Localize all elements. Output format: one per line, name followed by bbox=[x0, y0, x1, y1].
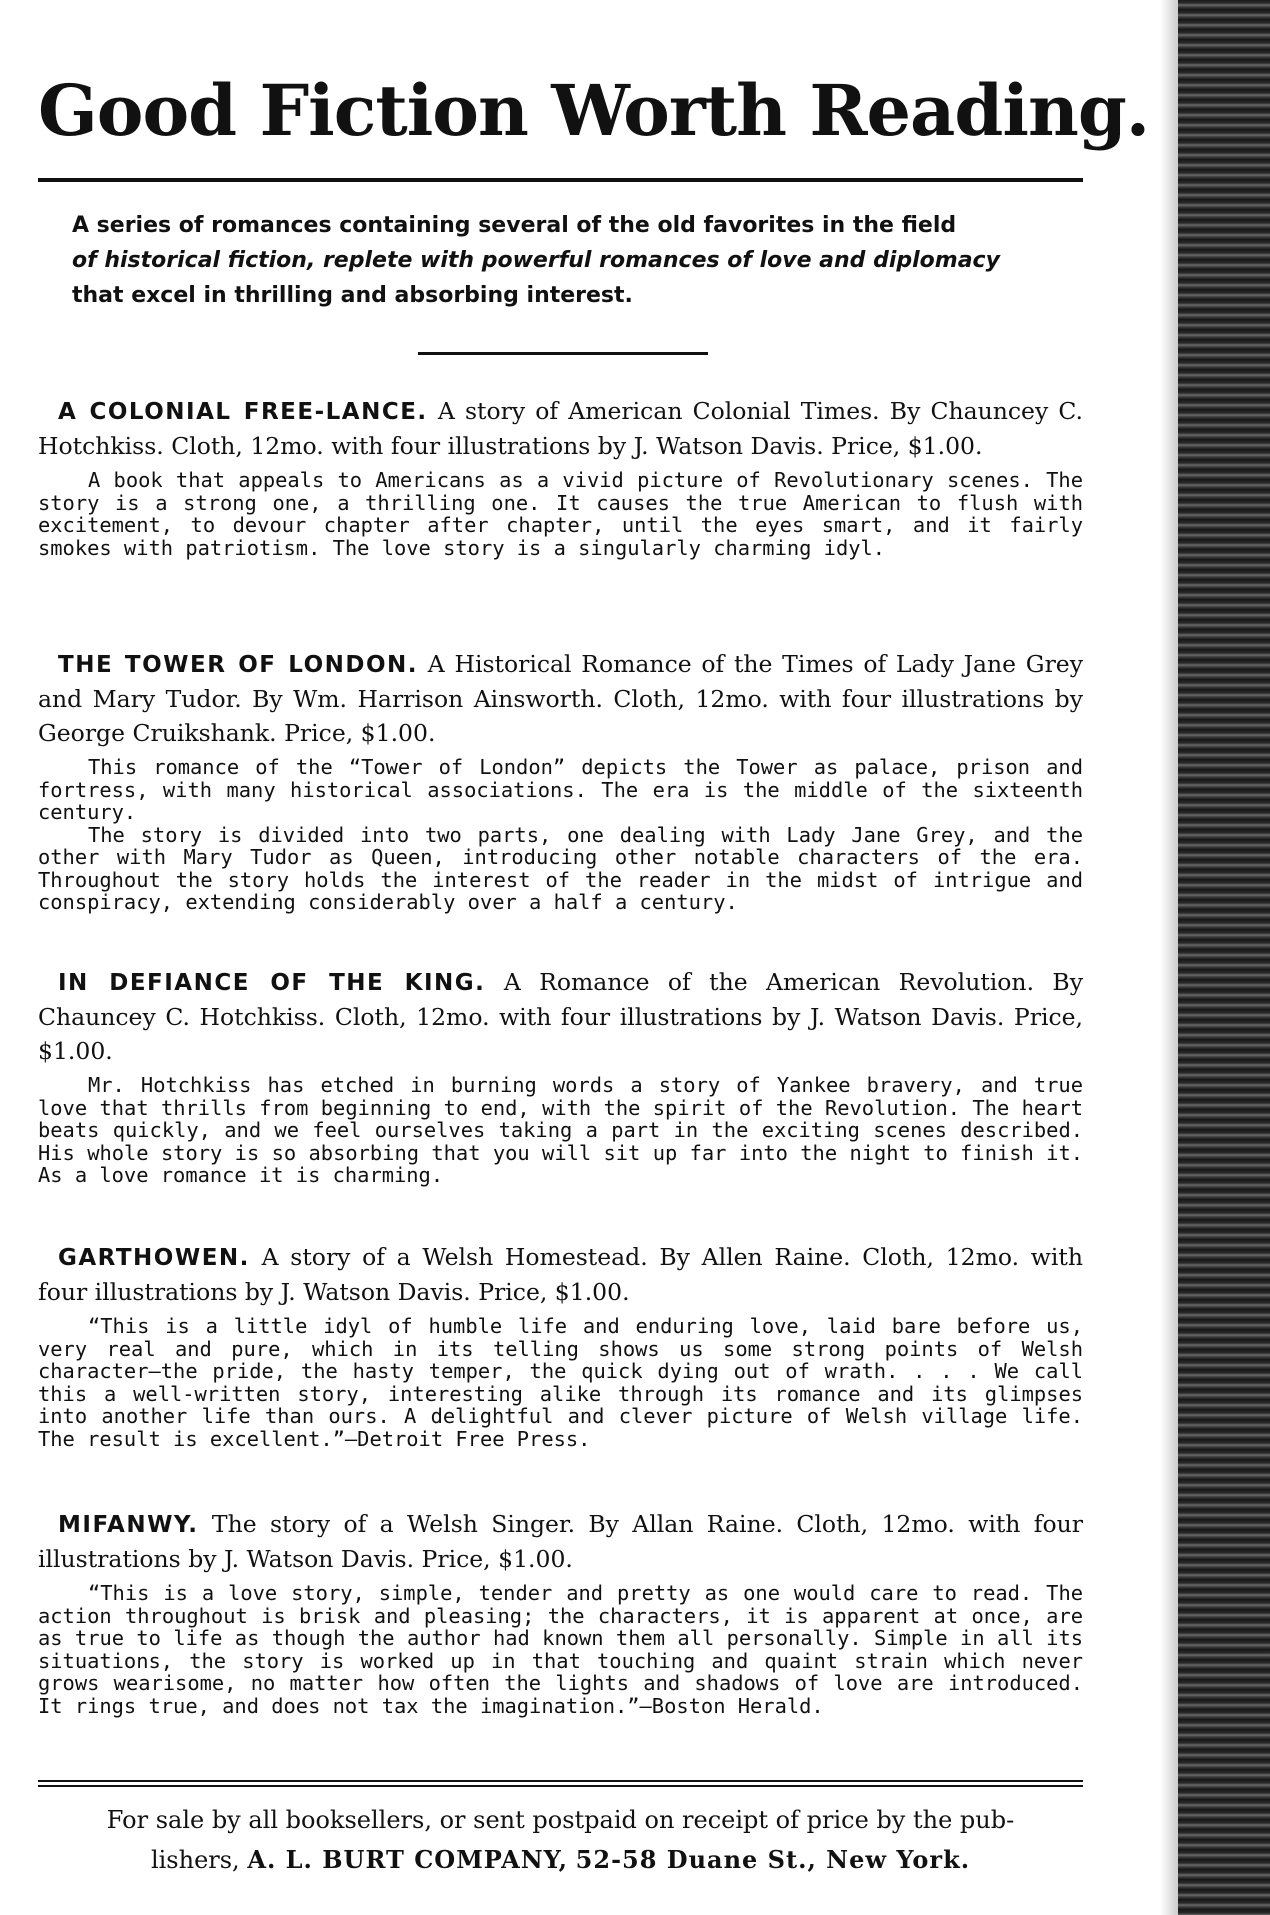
book-title: GARTHOWEN. bbox=[58, 1245, 250, 1271]
title-rule bbox=[38, 178, 1083, 182]
publisher-address: 52-58 Duane St., New York. bbox=[575, 1845, 971, 1874]
intro-paragraph bbox=[72, 208, 1072, 313]
book-details: The story of a Welsh Singer. By Allan Raine. Cloth, 12mo. with four illustrations by J. Watson Davis. Price, $1.00. bbox=[38, 1510, 1083, 1573]
book-title: IN DEFIANCE OF THE KING. bbox=[58, 970, 486, 996]
book-details: A story of American Colonial Times. By Chauncey C. Hotchkiss. Cloth, 12mo. with four illustrations by J. Watson Davis. Price, $1.00. bbox=[38, 397, 1083, 460]
book-heading bbox=[38, 1507, 1083, 1576]
footer-line bbox=[38, 1840, 1083, 1880]
book-entry bbox=[38, 647, 1083, 914]
book-description bbox=[38, 469, 1083, 559]
publisher-name: A. L. BURT COMPANY, bbox=[247, 1845, 569, 1874]
intro-line: A series of romances containing several of the old favorites in the field bbox=[72, 213, 957, 238]
footer-notice bbox=[38, 1800, 1083, 1880]
description-paragraph: Mr. Hotchkiss has etched in burning words a story of Yankee bravery, and true love that thrills from beginning to end, with the spirit of the Revolution. The heart beats quickly, and we feel ourselves taking a part in the exciting scenes described. His whole story is so absorbing that you will sit up far into the night to finish it. As a love romance it is charming. bbox=[38, 1073, 1083, 1187]
book-heading bbox=[38, 1240, 1083, 1309]
intro-line: of historical fiction, replete with powerful romances of love and diplomacy bbox=[72, 248, 1000, 273]
section-divider bbox=[418, 352, 708, 355]
footer-rule bbox=[38, 1780, 1083, 1782]
description-paragraph: “This is a little idyl of humble life and enduring love, laid bare before us, very real and pure, which in its telling shows us some strong points of Welsh character—the pride, the hasty temper, the quick dying out of wrath. . . . We call this a well-written story, interesting alike through its romance and its glimpses into another life than ours. A delightful and clever picture of Welsh village life. The result is excellent.”—Detroit Free Press. bbox=[38, 1314, 1083, 1451]
book-title: MIFANWY. bbox=[58, 1512, 199, 1538]
intro-line: that excel in thrilling and absorbing interest. bbox=[72, 283, 633, 308]
book-entry bbox=[38, 965, 1083, 1187]
page-title: Good Fiction Worth Reading. bbox=[38, 69, 1150, 152]
book-description bbox=[38, 1074, 1083, 1187]
book-details: A Historical Romance of the Times of Lady Jane Grey and Mary Tudor. By Wm. Harrison Ainsworth. Cloth, 12mo. with four illustrations by George Cruikshank. Price, $1.00. bbox=[38, 650, 1083, 747]
book-title: THE TOWER OF LONDON. bbox=[58, 652, 419, 678]
book-heading bbox=[38, 394, 1083, 463]
book-title: A COLONIAL FREE-LANCE. bbox=[58, 399, 428, 425]
book-details: A Romance of the American Revolution. By Chauncey C. Hotchkiss. Cloth, 12mo. with four illustrations by J. Watson Davis. Price, $1.00. bbox=[38, 968, 1083, 1065]
book-entry bbox=[38, 394, 1083, 559]
book-entry bbox=[38, 1507, 1083, 1717]
description-paragraph: A book that appeals to Americans as a vivid picture of Revolutionary scenes. The story is a strong one, a thrilling one. It causes the true American to flush with excitement, to devour chapter after chapter, until the eyes smart, and it fairly smokes with patriotism. The love story is a singularly charming idyl. bbox=[38, 468, 1083, 560]
scanned-page-edge bbox=[1178, 0, 1270, 1915]
footer-lishers: lishers, bbox=[150, 1846, 240, 1874]
description-paragraph: “This is a love story, simple, tender and pretty as one would care to read. The action throughout is brisk and pleasing; the characters, it is apparent at once, are as true to life as though the author had known them all personally. Simple in all its situations, the story is worked up in that touching and quaint strain which never grows wearisome, no matter how often the lights and shadows of love are introduced. It rings true, and does not tax the imagination.”—Boston Herald. bbox=[38, 1581, 1083, 1718]
book-entry bbox=[38, 1240, 1083, 1450]
book-description bbox=[38, 756, 1083, 914]
footer-rule bbox=[38, 1785, 1083, 1787]
book-description bbox=[38, 1315, 1083, 1450]
book-details: A story of a Welsh Homestead. By Allen Raine. Cloth, 12mo. with four illustrations by J. Watson Davis. Price, $1.00. bbox=[38, 1243, 1083, 1306]
description-paragraph: The story is divided into two parts, one dealing with Lady Jane Grey, and the other with Mary Tudor as Queen, introducing other notable characters of the era. Throughout the story holds the interest of the reader in the midst of intrigue and conspiracy, extending considerably over a half a century. bbox=[38, 822, 1083, 914]
description-paragraph: This romance of the “Tower of London” depicts the Tower as palace, prison and fortress, with many historical associations. The era is the middle of the sixteenth century. bbox=[38, 755, 1083, 824]
book-heading bbox=[38, 965, 1083, 1068]
footer-line: For sale by all booksellers, or sent postpaid on receipt of price by the pub- bbox=[106, 1806, 1015, 1834]
book-description bbox=[38, 1582, 1083, 1717]
book-heading bbox=[38, 647, 1083, 750]
